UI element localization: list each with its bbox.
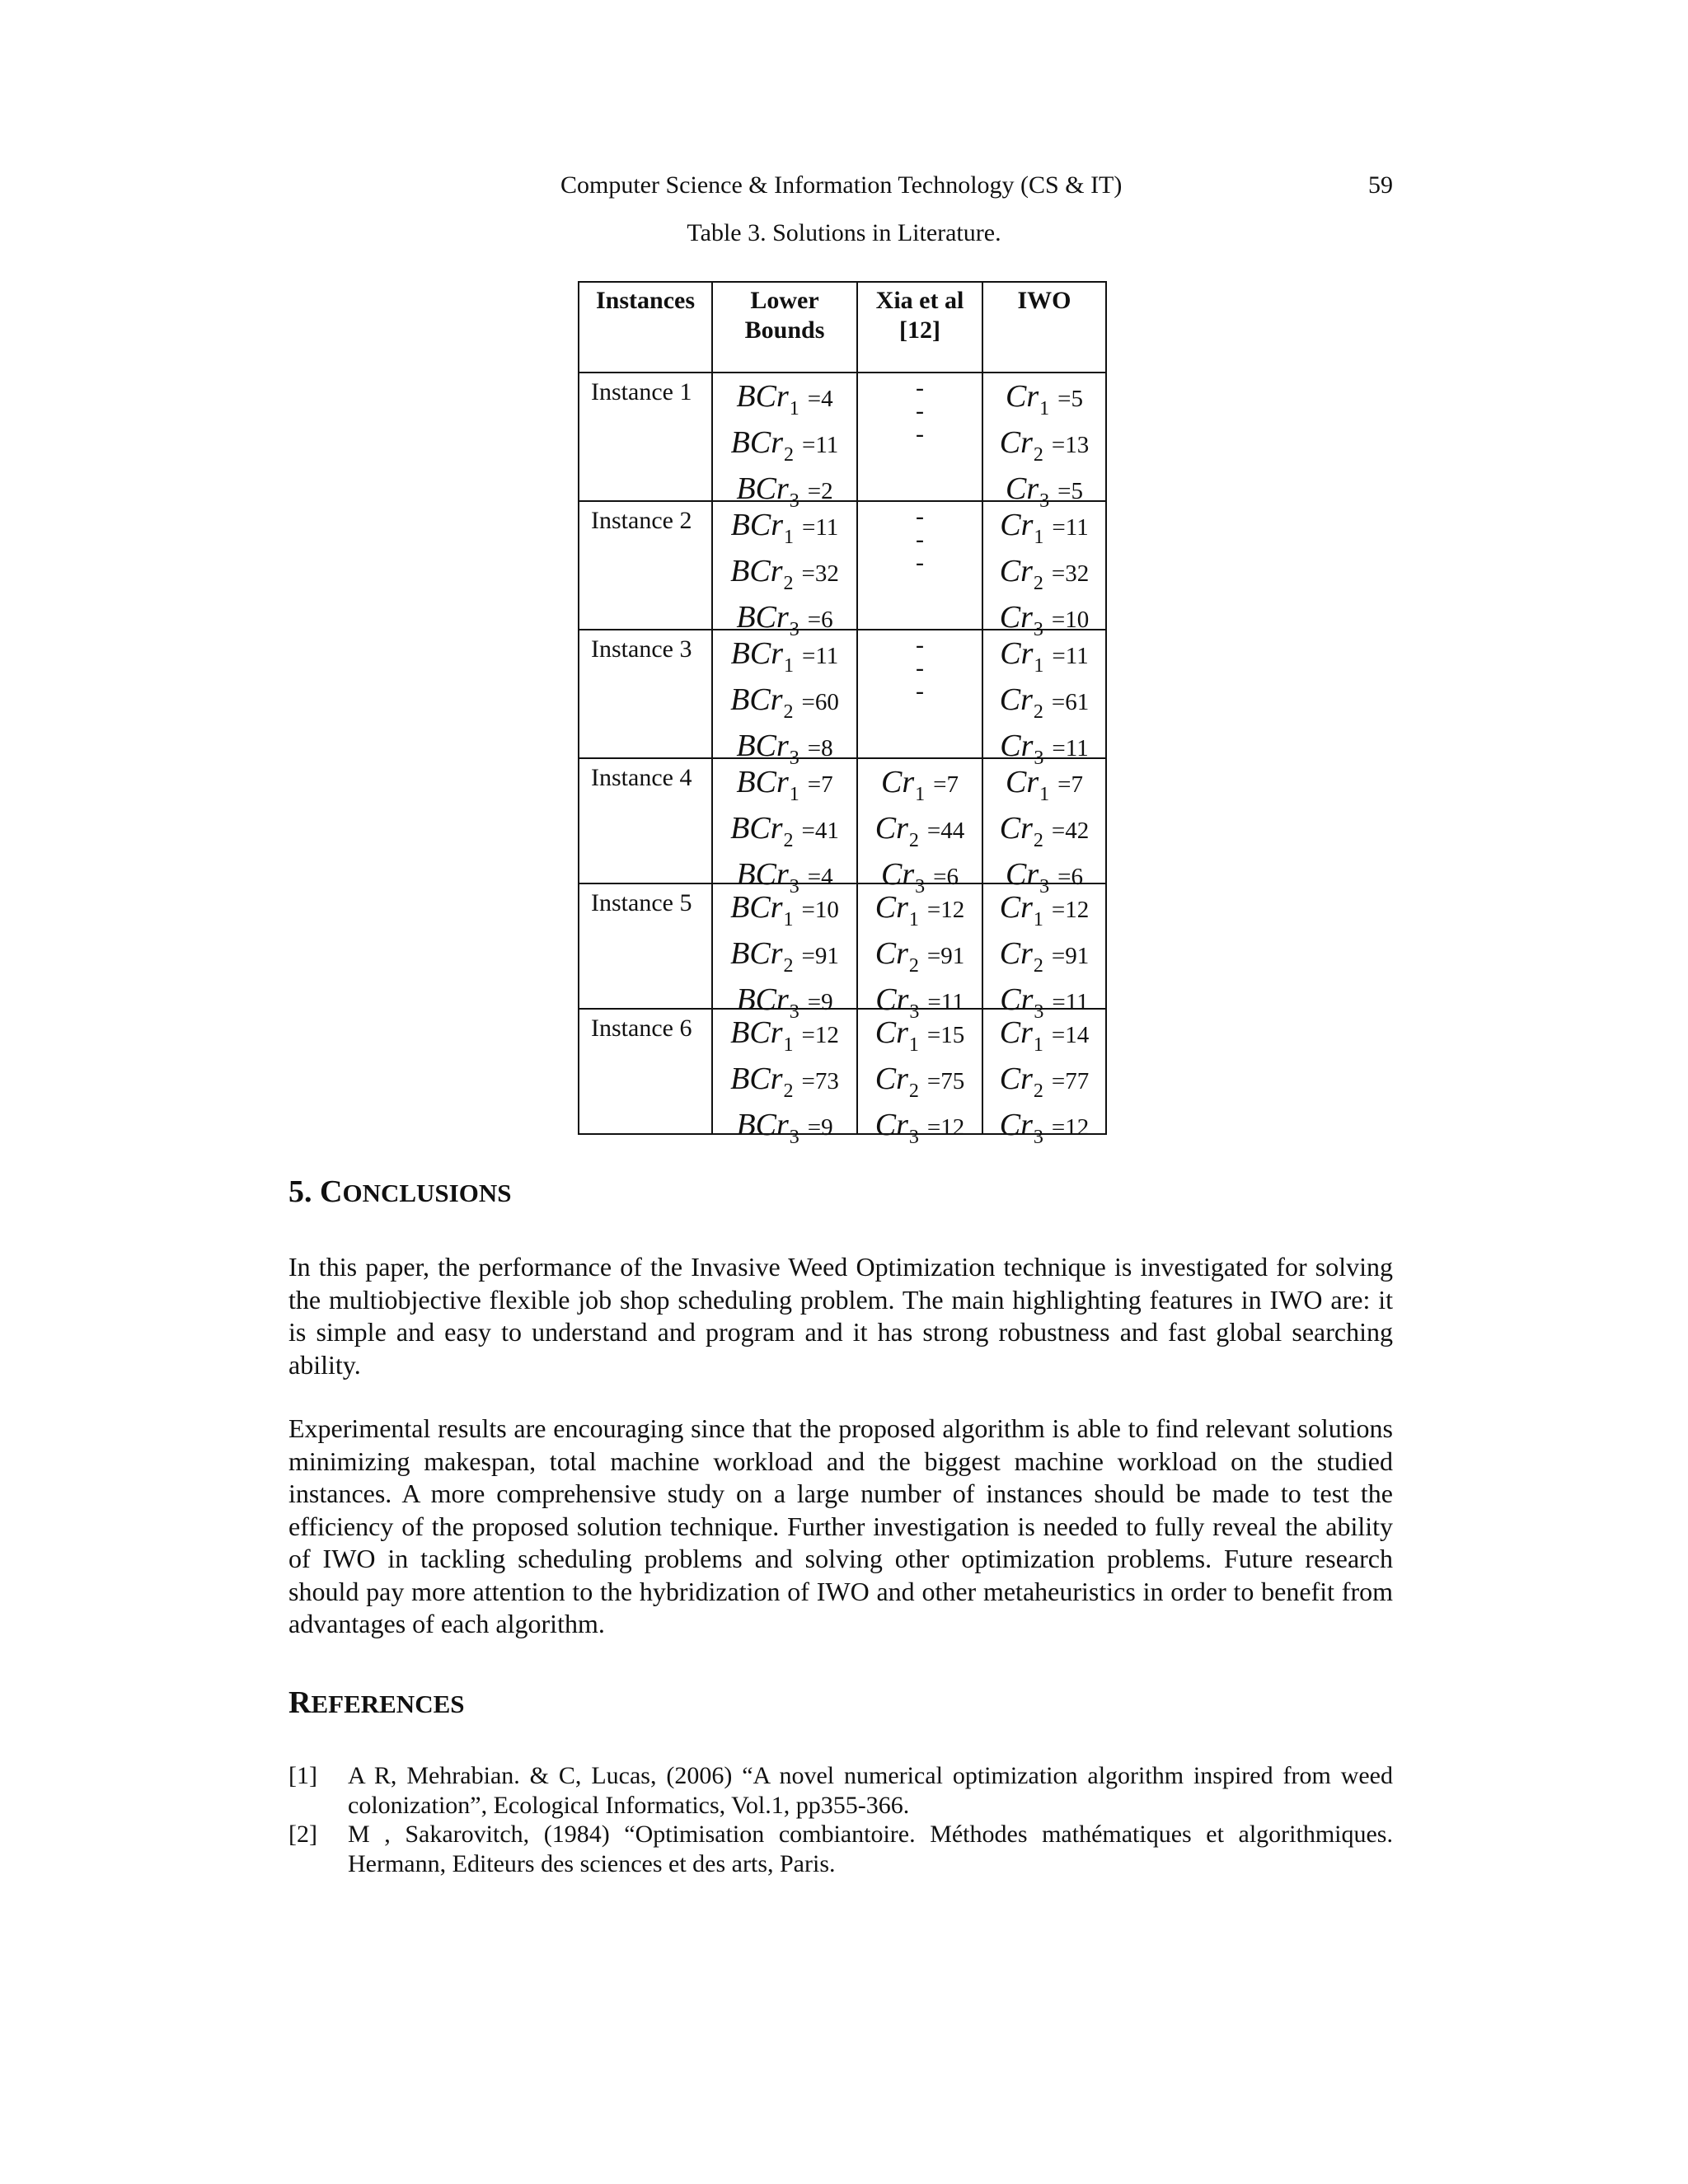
criterion-subscript: 2 <box>783 701 794 723</box>
criterion-value <box>983 884 1105 930</box>
reference-item <box>288 1820 1393 1879</box>
criterion-symbol: BCr <box>730 682 783 717</box>
criterion-symbol: - <box>916 526 924 553</box>
criterion-subscript: 2 <box>783 955 794 977</box>
criterion-subscript: 1 <box>784 655 795 677</box>
criterion-subscript: 3 <box>789 876 799 898</box>
criterion-subscript: 3 <box>909 1001 920 1023</box>
criterion-subscript: 3 <box>1034 1001 1044 1023</box>
criterion-number: =6 <box>933 864 959 890</box>
criterion-subscript: 3 <box>1034 748 1044 769</box>
criterion-value <box>858 1056 982 1102</box>
criterion-subscript: 1 <box>1033 909 1043 930</box>
criterion-number: =4 <box>807 864 833 890</box>
criterion-subscript: 3 <box>789 748 799 769</box>
criterion-number: =77 <box>1051 1068 1090 1094</box>
iwo-cell <box>982 758 1106 898</box>
criterion-value <box>713 373 856 419</box>
criterion-symbol: Cr <box>999 1062 1033 1096</box>
criterion-value <box>983 373 1105 419</box>
criterion-number: =75 <box>926 1068 965 1094</box>
criterion-symbol: Cr <box>999 682 1033 717</box>
reference-number: [1] <box>288 1762 317 1789</box>
criterion-number: =11 <box>802 432 839 458</box>
criterion-subscript: 2 <box>1033 955 1043 977</box>
criterion-value <box>713 630 856 677</box>
instance-label: Instance 4 <box>591 764 692 791</box>
criterion-number: =73 <box>801 1068 839 1094</box>
criterion-value <box>858 1010 982 1056</box>
criterion-symbol: - <box>916 420 924 448</box>
table-row <box>579 1009 1106 1134</box>
criterion-number: =91 <box>926 943 965 969</box>
criterion-value <box>858 805 982 851</box>
criterion-symbol: - <box>916 549 924 576</box>
criterion-subscript: 3 <box>908 1127 919 1148</box>
lower-bounds-cell <box>712 501 857 640</box>
criterion-subscript: 2 <box>784 444 795 466</box>
criterion-symbol: BCr <box>736 600 789 635</box>
criterion-number: =6 <box>1057 864 1083 890</box>
xia-cell <box>857 883 982 1023</box>
criterion-symbol: BCr <box>730 636 784 671</box>
criterion-number: =42 <box>1051 818 1090 844</box>
criterion-number: =11 <box>1052 514 1089 541</box>
criterion-subscript: 1 <box>1033 1034 1043 1056</box>
empty-value-dash <box>858 631 982 658</box>
criterion-value <box>983 759 1105 805</box>
criterion-value <box>983 419 1105 466</box>
criterion-symbol: Cr <box>874 811 908 846</box>
criterion-symbol: Cr <box>874 1108 908 1142</box>
instance-label: Instance 6 <box>591 1015 692 1042</box>
criterion-value <box>713 930 856 977</box>
criterion-number: =6 <box>807 607 833 633</box>
criterion-number: =44 <box>926 818 965 844</box>
criterion-symbol: Cr <box>999 425 1033 460</box>
instance-label: Instance 2 <box>591 507 692 534</box>
conclusions-paragraph-1: In this paper, the performance of the Invasive Weed Optimization technique is investigated for solving the multiobjective flexible job shop scheduling problem. The main highlighting features in IWO are: it is simple and easy to understand and program and it has strong robustness and fast global searching ability. <box>288 1252 1393 1380</box>
criterion-value <box>983 502 1105 548</box>
criterion-symbol: Cr <box>1006 765 1039 799</box>
criterion-symbol: BCr <box>730 425 784 460</box>
criterion-value <box>713 759 856 805</box>
criterion-number: =91 <box>801 943 839 969</box>
criterion-number: =8 <box>807 735 833 762</box>
criterion-number: =11 <box>1052 643 1089 669</box>
criterion-subscript: 3 <box>1033 619 1043 640</box>
lower-bounds-cell <box>712 630 857 769</box>
table-row <box>579 883 1106 1009</box>
instance-cell <box>579 373 712 501</box>
criterion-symbol: BCr <box>730 554 783 588</box>
criterion-symbol: - <box>916 654 924 682</box>
criterion-symbol: Cr <box>1006 857 1039 892</box>
criterion-number: =9 <box>807 989 833 1015</box>
criterion-subscript: 2 <box>1033 1080 1043 1102</box>
criterion-number: =13 <box>1051 432 1090 458</box>
reference-text: A R, Mehrabian. & C, Lucas, (2006) “A novel numerical optimization algorithm inspired from weed colonization”, Ecological Informatics, Vol.1, pp355-366. <box>348 1762 1393 1819</box>
criterion-subscript: 1 <box>908 909 919 930</box>
lower-bounds-cell <box>712 1009 857 1148</box>
criterion-symbol: Cr <box>1000 982 1034 1017</box>
iwo-cell <box>982 1009 1106 1148</box>
instance-cell <box>579 501 712 630</box>
criterion-number: =61 <box>1051 689 1090 715</box>
criterion-number: =4 <box>807 386 833 412</box>
criterion-symbol: Cr <box>1006 471 1039 506</box>
iwo-cell <box>982 883 1106 1023</box>
criterion-symbol: Cr <box>1000 729 1034 763</box>
conclusions-number: 5. <box>288 1174 312 1209</box>
criterion-value <box>713 548 856 594</box>
criterion-symbol: Cr <box>1000 508 1034 542</box>
criterion-subscript: 3 <box>789 1127 799 1148</box>
criterion-symbol: - <box>916 677 924 705</box>
criterion-symbol: Cr <box>999 890 1033 925</box>
criterion-subscript: 3 <box>1039 876 1050 898</box>
criterion-symbol: Cr <box>1006 379 1039 414</box>
references-title-rest: EFERENCES <box>311 1690 465 1718</box>
criterion-symbol: BCr <box>736 471 789 506</box>
criterion-symbol: BCr <box>730 1015 783 1050</box>
reference-item <box>288 1761 1393 1821</box>
criterion-number: =12 <box>1051 897 1090 923</box>
empty-value-dash <box>858 654 982 682</box>
criterion-number: =11 <box>802 643 839 669</box>
criterion-subscript: 1 <box>789 784 799 805</box>
empty-value-dash <box>858 374 982 401</box>
criterion-symbol: - <box>916 631 924 658</box>
empty-value-dash <box>858 397 982 424</box>
criterion-value <box>713 884 856 930</box>
criterion-value <box>713 1102 856 1148</box>
criterion-symbol: BCr <box>736 982 789 1017</box>
column-header-iwo: IWO <box>982 282 1106 373</box>
criterion-subscript: 1 <box>1034 527 1044 548</box>
criterion-number: =9 <box>807 1114 833 1141</box>
conclusions-paragraph-2: Experimental results are encouraging since that the proposed algorithm is able to find relevant solutions minimizing makespan, total machine workload and the biggest machine workload on the studied instances. A more comprehensive study on a large number of instances should be made to test the efficiency of the proposed solution technique. Further investigation is needed to fully reveal the ability of IWO in tackling scheduling problems and solving other optimization problems. Future research should pay more attention to the hybridization of IWO and other metaheuristics in order to benefit from advantages of each algorithm. <box>288 1413 1393 1638</box>
criterion-number: =14 <box>1051 1022 1090 1048</box>
criterion-symbol: - <box>916 374 924 401</box>
criterion-value <box>983 1056 1105 1102</box>
criterion-value <box>983 1010 1105 1056</box>
xia-cell <box>857 1009 982 1148</box>
criterion-value <box>713 1056 856 1102</box>
column-header-xia: Xia et al [12] <box>857 282 982 373</box>
criterion-number: =7 <box>933 771 959 798</box>
column-header-instances: Instances <box>579 282 712 373</box>
instance-label: Instance 1 <box>591 378 692 405</box>
criterion-value <box>713 502 856 548</box>
criterion-number: =12 <box>1051 1114 1090 1141</box>
table-row <box>579 373 1106 501</box>
journal-title: Computer Science & Information Technology (CS & IT) <box>560 171 1123 199</box>
criterion-symbol: Cr <box>881 857 915 892</box>
criterion-number: =32 <box>801 560 839 587</box>
table-body <box>579 373 1106 1148</box>
conclusions-heading <box>288 1174 511 1210</box>
criterion-symbol: Cr <box>1000 636 1034 671</box>
empty-value-dash <box>858 677 982 705</box>
criterion-symbol: BCr <box>736 1108 789 1142</box>
table-row <box>579 758 1106 883</box>
criterion-symbol: BCr <box>736 379 789 414</box>
criterion-symbol: Cr <box>874 1015 908 1050</box>
lower-bounds-cell <box>712 758 857 898</box>
instance-cell <box>579 1009 712 1134</box>
criterion-subscript: 3 <box>915 876 926 898</box>
criterion-number: =11 <box>802 514 839 541</box>
criterion-subscript: 3 <box>1039 490 1050 512</box>
solutions-table <box>578 281 1107 1148</box>
criterion-number: =32 <box>1051 560 1090 587</box>
column-header-lower-bounds: Lower Bounds <box>712 282 857 373</box>
criterion-value <box>983 805 1105 851</box>
page-number: 59 <box>1368 171 1393 199</box>
iwo-cell <box>982 501 1106 640</box>
criterion-subscript: 3 <box>789 1001 799 1023</box>
empty-value-dash <box>858 505 982 528</box>
criterion-symbol: Cr <box>874 1062 908 1096</box>
instance-cell <box>579 758 712 883</box>
criterion-subscript: 2 <box>783 1080 794 1102</box>
lower-bounds-cell <box>712 883 857 1023</box>
criterion-subscript: 1 <box>915 784 926 805</box>
criterion-subscript: 2 <box>908 955 919 977</box>
criterion-number: =7 <box>1057 771 1083 798</box>
criterion-number: =15 <box>926 1022 965 1048</box>
criterion-subscript: 1 <box>789 398 799 419</box>
criterion-subscript: 2 <box>1033 573 1043 594</box>
criterion-symbol: Cr <box>999 600 1033 635</box>
criterion-subscript: 2 <box>783 830 794 851</box>
criterion-subscript: 2 <box>783 573 794 594</box>
criterion-symbol: BCr <box>730 508 784 542</box>
references-heading <box>288 1685 465 1721</box>
criterion-number: =11 <box>927 989 964 1015</box>
criterion-number: =10 <box>1051 607 1090 633</box>
criterion-symbol: Cr <box>875 982 909 1017</box>
criterion-number: =11 <box>1052 989 1089 1015</box>
lower-bounds-cell <box>712 373 857 512</box>
xia-cell <box>857 373 982 501</box>
empty-value-dash <box>858 528 982 551</box>
criterion-symbol: - <box>916 397 924 424</box>
criterion-subscript: 3 <box>1033 1127 1043 1148</box>
criterion-symbol: Cr <box>999 811 1033 846</box>
criterion-symbol: Cr <box>874 890 908 925</box>
criterion-value <box>858 884 982 930</box>
criterion-value <box>858 1102 982 1148</box>
criterion-symbol: BCr <box>736 857 789 892</box>
criterion-subscript: 1 <box>783 1034 794 1056</box>
criterion-symbol: Cr <box>999 1108 1033 1142</box>
criterion-subscript: 2 <box>1033 701 1043 723</box>
criterion-symbol: Cr <box>999 1015 1033 1050</box>
criterion-number: =91 <box>1051 943 1090 969</box>
references-title-initial: R <box>288 1685 312 1720</box>
criterion-value <box>983 548 1105 594</box>
criterion-number: =12 <box>801 1022 839 1048</box>
criterion-symbol: Cr <box>999 554 1033 588</box>
criterion-symbol: BCr <box>730 1062 783 1096</box>
instance-cell <box>579 630 712 758</box>
criterion-value <box>983 1102 1105 1148</box>
xia-cell <box>857 630 982 758</box>
criterion-subscript: 1 <box>908 1034 919 1056</box>
empty-value-dash <box>858 551 982 574</box>
criterion-number: =5 <box>1057 478 1083 504</box>
criterion-number: =7 <box>807 771 833 798</box>
table-row <box>579 630 1106 758</box>
criterion-number: =41 <box>801 818 839 844</box>
iwo-cell <box>982 373 1106 512</box>
criterion-subscript: 1 <box>1039 784 1050 805</box>
criterion-symbol: BCr <box>736 765 789 799</box>
table-header-row <box>579 282 1106 373</box>
instance-label: Instance 3 <box>591 635 692 663</box>
criterion-number: =2 <box>807 478 833 504</box>
criterion-value <box>983 930 1105 977</box>
running-header <box>288 171 1393 204</box>
criterion-subscript: 2 <box>908 830 919 851</box>
criterion-number: =60 <box>801 689 839 715</box>
criterion-subscript: 2 <box>908 1080 919 1102</box>
criterion-number: =12 <box>926 897 965 923</box>
conclusions-title-initial: C <box>320 1174 343 1209</box>
criterion-value <box>858 759 982 805</box>
table-caption: Table 3. Solutions in Literature. <box>687 219 1001 246</box>
instance-label: Instance 5 <box>591 889 692 916</box>
criterion-symbol: BCr <box>730 936 783 971</box>
xia-cell <box>857 501 982 630</box>
criterion-number: =11 <box>1052 735 1089 762</box>
criterion-number: =5 <box>1057 386 1083 412</box>
criterion-value <box>983 677 1105 723</box>
xia-cell <box>857 758 982 898</box>
table-row <box>579 501 1106 630</box>
criterion-number: =12 <box>926 1114 965 1141</box>
reference-text: M , Sakarovitch, (1984) “Optimisation combiantoire. Méthodes mathématiques et algorithmiques. Hermann, Editeurs des sciences et des arts, Paris. <box>348 1821 1393 1877</box>
criterion-subscript: 1 <box>1039 398 1050 419</box>
criterion-subscript: 1 <box>1034 655 1044 677</box>
criterion-symbol: BCr <box>730 811 783 846</box>
criterion-subscript: 3 <box>789 619 799 640</box>
iwo-cell <box>982 630 1106 769</box>
criterion-symbol: BCr <box>736 729 789 763</box>
criterion-symbol: Cr <box>881 765 915 799</box>
criterion-symbol: Cr <box>999 936 1033 971</box>
reference-number: [2] <box>288 1821 317 1848</box>
criterion-number: =10 <box>801 897 839 923</box>
empty-value-dash <box>858 420 982 448</box>
criterion-subscript: 1 <box>784 527 795 548</box>
conclusions-title-rest: ONCLUSIONS <box>342 1179 512 1207</box>
criterion-value <box>713 805 856 851</box>
criterion-symbol: BCr <box>730 890 783 925</box>
criterion-subscript: 2 <box>1033 444 1043 466</box>
instance-cell <box>579 883 712 1009</box>
criterion-value <box>983 630 1105 677</box>
criterion-value <box>713 677 856 723</box>
criterion-symbol: Cr <box>874 936 908 971</box>
criterion-value <box>858 930 982 977</box>
criterion-symbol: - <box>916 503 924 530</box>
criterion-subscript: 3 <box>789 490 799 512</box>
criterion-value <box>713 419 856 466</box>
criterion-subscript: 1 <box>783 909 794 930</box>
criterion-subscript: 2 <box>1033 830 1043 851</box>
criterion-value <box>713 1010 856 1056</box>
